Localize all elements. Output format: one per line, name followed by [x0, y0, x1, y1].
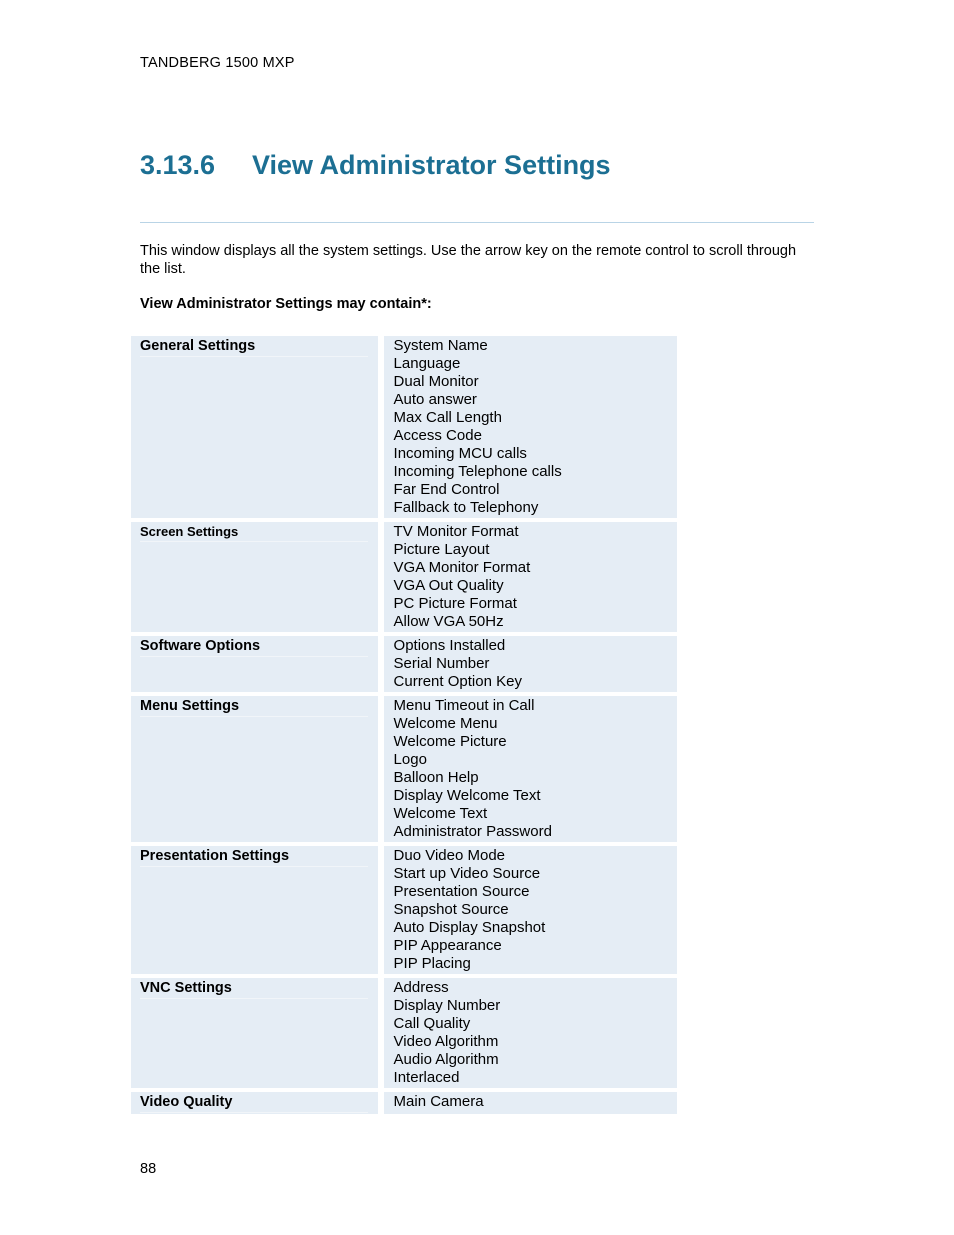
group-label-software-options: Software Options: [140, 637, 368, 657]
settings-list: [394, 337, 677, 517]
lead-sentence: View Administrator Settings may contain*:: [140, 296, 432, 312]
list-item: Current Option Key: [393, 673, 522, 690]
group-label-presentation-settings: Presentation Settings: [140, 847, 368, 867]
table-row: [131, 846, 677, 974]
list-item: VGA Out Quality: [393, 577, 504, 594]
group-cell: [131, 1092, 378, 1114]
table-row: [131, 696, 677, 842]
list-item: Audio Algorithm: [393, 1051, 499, 1068]
list-item: System Name: [393, 337, 488, 354]
table-row: [131, 636, 677, 692]
list-item: PIP Appearance: [393, 937, 502, 954]
list-item: Duo Video Mode: [393, 847, 506, 864]
list-item: Access Code: [393, 427, 482, 444]
list-item: Balloon Help: [393, 769, 479, 786]
list-item: Welcome Menu: [393, 715, 498, 732]
list-item: Serial Number: [393, 655, 490, 672]
list-item: Incoming Telephone calls: [393, 463, 562, 480]
list-item: Picture Layout: [393, 541, 490, 558]
list-item: Welcome Text: [393, 805, 488, 822]
list-item: Presentation Source: [393, 883, 530, 900]
group-cell: [131, 636, 378, 692]
list-item: Fallback to Telephony: [393, 499, 539, 516]
list-item: Menu Timeout in Call: [393, 697, 535, 714]
list-item: Video Algorithm: [393, 1033, 499, 1050]
group-cell: [131, 336, 378, 518]
list-item: Welcome Picture: [393, 733, 507, 750]
group-label-video-quality: Video Quality: [140, 1093, 368, 1113]
items-cell: [384, 846, 677, 974]
list-item: Max Call Length: [393, 409, 502, 426]
list-item: Display Welcome Text: [393, 787, 541, 804]
settings-list: [394, 523, 677, 631]
items-cell: [384, 636, 677, 692]
list-item: PC Picture Format: [393, 595, 517, 612]
group-label-screen-settings: Screen Settings: [140, 523, 368, 542]
list-item: Snapshot Source: [393, 901, 509, 918]
heading-divider: [140, 222, 814, 223]
section-number: 3.13.6: [140, 150, 216, 180]
list-item: Auto answer: [393, 391, 477, 408]
settings-list: [394, 979, 677, 1087]
items-cell: [384, 978, 677, 1088]
list-item: PIP Placing: [393, 955, 471, 972]
list-item: Address: [393, 979, 449, 996]
settings-list: [394, 847, 677, 973]
group-label-general-settings: General Settings: [140, 337, 368, 357]
list-item: Interlaced: [393, 1069, 460, 1086]
group-cell: [131, 696, 378, 842]
running-header: TANDBERG 1500 MXP: [140, 55, 295, 71]
list-item: Start up Video Source: [393, 865, 541, 882]
list-item: Call Quality: [393, 1015, 471, 1032]
items-cell: [384, 522, 677, 632]
table-row: [131, 522, 677, 632]
list-item: Allow VGA 50Hz: [393, 613, 504, 630]
section-heading: [140, 150, 611, 181]
items-cell: [384, 696, 677, 842]
group-label-vnc-settings: VNC Settings: [140, 979, 368, 999]
list-item: Far End Control: [393, 481, 500, 498]
list-item: Display Number: [393, 997, 501, 1014]
list-item: Incoming MCU calls: [393, 445, 527, 462]
table-row: [131, 1092, 677, 1114]
items-cell: [384, 1092, 677, 1114]
list-item: Options Installed: [393, 637, 506, 654]
list-item: TV Monitor Format: [393, 523, 519, 540]
group-cell: [131, 522, 378, 632]
list-item: Logo: [393, 751, 427, 768]
group-label-menu-settings: Menu Settings: [140, 697, 368, 717]
settings-list: [394, 1093, 677, 1111]
list-item: Auto Display Snapshot: [393, 919, 546, 936]
list-item: Main Camera: [393, 1093, 484, 1110]
list-item: Dual Monitor: [393, 373, 479, 390]
settings-list: [394, 697, 677, 841]
intro-paragraph: This window displays all the system settings. Use the arrow key on the remote control to scroll through the list.: [140, 243, 797, 277]
items-cell: [384, 336, 677, 518]
list-item: VGA Monitor Format: [393, 559, 531, 576]
table-row: [131, 336, 677, 518]
list-item: Language: [393, 355, 461, 372]
section-title: View Administrator Settings: [252, 150, 611, 180]
list-item: Administrator Password: [393, 823, 552, 840]
settings-list: [394, 637, 677, 691]
page-number: 88: [140, 1161, 157, 1177]
table-row: [131, 978, 677, 1088]
group-cell: [131, 846, 378, 974]
settings-table: [131, 336, 677, 1118]
group-cell: [131, 978, 378, 1088]
